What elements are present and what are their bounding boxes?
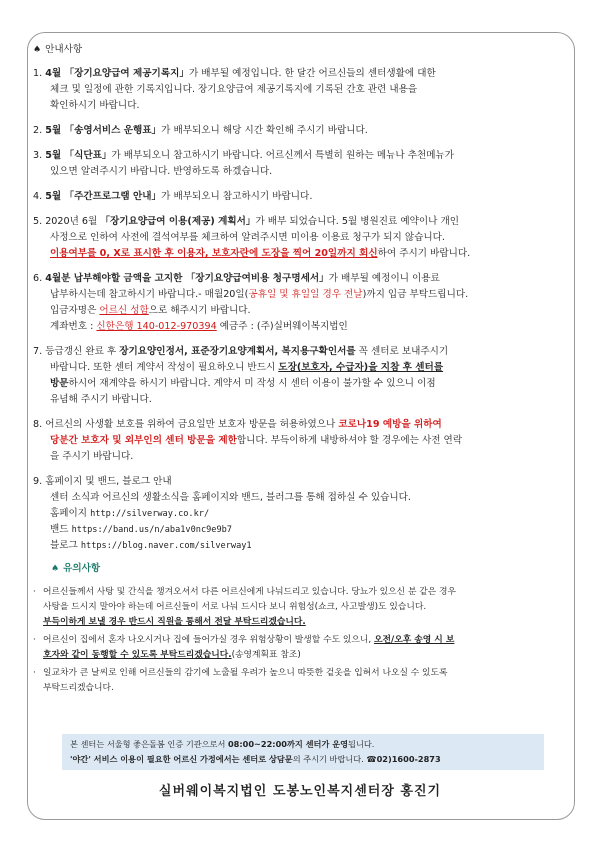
text-run: 08:00~22:00까지 센터가 운영 (227, 739, 349, 749)
text-run: https://blog.naver.com/silverway1 (80, 541, 252, 551)
notice-line (33, 538, 568, 554)
text-run: 코로나19 예방을 위하여 (338, 419, 442, 430)
text-run: 사정으로 인하여 사전에 결석여부를 체크하여 알려주시면 미이용 이용료 청구가 되지 않습니다. (50, 232, 445, 243)
note-box (62, 734, 544, 770)
notice-item (33, 474, 568, 554)
notice-item (33, 417, 568, 465)
notice-line (33, 230, 568, 246)
signature-footer: 실버웨이복지법인 도봉노인복지센터장 홍진기 (158, 784, 442, 799)
diamond-icon: ♠ (33, 45, 42, 55)
caution-item (33, 633, 568, 663)
text-run: 가 배부되오니 해당 시간 확인해 주시기 바랍니다. (161, 125, 368, 136)
text-run: 이용여부를 0, X로 표시한 후 이용자, 보호자란에 도장을 찍어 20일까지 회신 (50, 248, 378, 259)
text-run: 1. (33, 68, 46, 79)
text-run: 오전/오후 송영 시 보 (373, 635, 455, 645)
cautions-list (33, 585, 568, 696)
text-run: 확인하시기 바랍니다. (50, 100, 140, 111)
text-run: 가 배부되오니 참고하시기 바랍니다. 어르신께서 특별히 원하는 메뉴나 추천메뉴가 (111, 150, 455, 161)
notice-header: ♠ 안내사항 (33, 44, 83, 55)
text-run: 을 주시기 바랍니다. (50, 451, 134, 462)
notice-item (33, 271, 568, 335)
notice-line (33, 287, 568, 303)
text-run: 블로그 (50, 540, 81, 551)
text-run: 4. (33, 191, 46, 202)
caution-line (33, 615, 568, 630)
text-run: 4월 「장기요양급여 제공기록지」 (45, 68, 189, 79)
notice-item (33, 189, 568, 205)
diamond-icon: ♠ (51, 564, 60, 574)
text-run: 꼭 센터로 보내주시기 (355, 346, 449, 357)
text-run: 밴드 (50, 524, 72, 535)
notice-line (33, 82, 568, 98)
notice-line (33, 303, 568, 319)
cautions-header: ♠ 유의사항 (51, 563, 101, 574)
text-run: 5월 「식단표」 (45, 150, 112, 161)
notice-line (33, 214, 568, 230)
text-run: 체크 및 일정에 관한 기록지입니다. 장기요양급여 제공기록지에 기록된 간호 관련 내용을 (50, 84, 418, 95)
notice-line (33, 164, 568, 180)
text-run: 하시어 재계약을 하시기 바랍니다. 계약서 미 작성 시 센터 이용이 불가할 수 있으니 이점 (68, 378, 436, 389)
text-run: 4월분 납부해야할 금액을 고지한 「장기요양급여비용 청구명세서」 (45, 273, 329, 284)
notice-line (33, 189, 568, 205)
text-run: 3. (33, 150, 46, 161)
notice-line (33, 417, 568, 433)
text-run: 사탕을 드시지 말아야 하는데 어르신들이 서로 나눠 드시다 보니 위험성(쇼크, 사고발생)도 있습니다. (43, 602, 427, 612)
text-run: 5월 「송영서비스 운행표」 (45, 125, 162, 136)
text-run: 어르신 성함 (99, 305, 149, 316)
text-run: 일교차가 큰 날씨로 인해 어르신들의 감기에 노출될 우려가 높으니 따뜻한 겉옷을 입혀서 나오실 수 있도록 (43, 668, 448, 678)
text-run: 부득이하게 보낼 경우 반드시 직원을 통해서 전달 부탁드리겠습니다. (43, 617, 306, 627)
text-run: 가 배부 되었습니다. 5월 병원진료 예약이나 개인 (255, 216, 460, 227)
text-run: 으로 해주시기 바랍니다. (148, 305, 251, 316)
notice-line (33, 449, 568, 465)
notice-line (33, 360, 568, 376)
notice-line (33, 66, 568, 82)
text-run: '야간' 서비스 이용이 필요한 어르신 가정에서는 센터로 상담문 (70, 754, 293, 764)
notice-items (33, 66, 568, 554)
notice-line (33, 376, 568, 392)
text-run: 합니다. 부득이하게 내방하셔야 할 경우에는 사전 연락 (236, 435, 463, 446)
text-run: 8. 어르신의 사생활 보호를 위하여 금요일만 보호자 방문을 허용하였으나 (33, 419, 339, 430)
text-run: 방문 (50, 378, 69, 389)
text-run: 7. 등급갱신 완료 후 (33, 346, 120, 357)
text-run: (송영계획표 참조) (231, 650, 301, 660)
notice-line (33, 490, 568, 506)
text-run: 예금주 : (주)실버웨이복지법인 (216, 321, 348, 332)
text-run: ☎02)1600-2873 (366, 754, 441, 764)
caution-line (33, 666, 568, 681)
text-run: 입금자명은 (50, 305, 100, 316)
text-run: 「장기요양급여 이용(제공) 계획서」 (100, 216, 256, 227)
caution-line (33, 585, 568, 600)
text-run: 도장(보호자, 수급자)을 지참 후 센터를 (278, 362, 444, 373)
caution-line (33, 633, 568, 648)
caution-line (33, 648, 568, 663)
notice-line (33, 246, 568, 262)
notice-line (33, 123, 568, 139)
caution-line (33, 681, 568, 696)
text-run: 센터 소식과 어르신의 생활소식을 홈페이지와 밴드, 블러그를 통해 접하실 수 있습니다. (50, 492, 411, 503)
notice-line (33, 506, 568, 522)
text-run: 바랍니다. 또한 센터 계약서 작성이 필요하오니 반드시 (50, 362, 279, 373)
notice-line (33, 148, 568, 164)
text-run: 당분간 보호자 및 외부인의 센터 방문을 제한 (50, 435, 237, 446)
text-run: 계좌번호 : (50, 321, 97, 332)
text-run: 유념해 주시기 바랍니다. (50, 394, 152, 405)
caution-line (33, 600, 568, 615)
text-run: 가 배부될 예정이니 이용료 (328, 273, 440, 284)
notice-item (33, 148, 568, 180)
text-run: 호자와 같이 동행할 수 있도록 부탁드리겠습니다. (43, 650, 232, 660)
text-run: )까지 입금 부탁드립니다. (362, 289, 469, 300)
note-line (70, 737, 544, 752)
text-run: 6. (33, 273, 46, 284)
notice-line (33, 474, 568, 490)
notice-item (33, 66, 568, 114)
text-run: 어르신이 집에서 혼자 나오시거나 집에 들어가실 경우 위험상황이 발생할 수도 있으니, (43, 635, 374, 645)
caution-item (33, 585, 568, 630)
notice-content (33, 42, 568, 699)
bullet-icon: · (33, 668, 36, 678)
text-run: 가 배부될 예정입니다. 한 달간 어르신들의 센터생활에 대한 (188, 68, 436, 79)
notice-line (33, 392, 568, 408)
text-run: 가 배부되오니 참고하시기 바랍니다. (161, 191, 313, 202)
notice-line (33, 98, 568, 114)
caution-item (33, 666, 568, 696)
text-run: 9. 홈페이지 및 밴드, 블로그 안내 (33, 476, 172, 487)
text-run: 의 주시기 바랍니다. (292, 754, 367, 764)
text-run: 됩니다. (348, 739, 375, 749)
notice-item (33, 123, 568, 139)
notice-line (33, 344, 568, 360)
text-run: 5월 「주간프로그램 안내」 (45, 191, 162, 202)
text-run: http://silverway.co.kr/ (90, 509, 210, 519)
bullet-icon: · (33, 587, 36, 597)
text-run: 공휴일 및 휴일일 경우 전날 (248, 289, 363, 300)
text-run: 납부하시는데 참고하시기 바랍니다.- 매월20일( (50, 289, 249, 300)
text-run: 부탁드리겠습니다. (43, 683, 114, 693)
text-run: 하여 주시기 바랍니다. (377, 248, 471, 259)
text-run: 신한은행 140-012-970394 (96, 321, 217, 332)
text-run: 5. 2020년 6월 (33, 216, 101, 227)
notice-line (33, 271, 568, 287)
text-run: 장기요양인정서, 표준장기요양계획서, 복지용구확인서를 (119, 346, 356, 357)
bullet-icon: · (33, 635, 36, 645)
text-run: 2. (33, 125, 46, 136)
text-run: https://band.us/n/aba1v0nc9e9b7 (71, 525, 232, 535)
notice-line (33, 522, 568, 538)
text-run: 본 센터는 서울형 좋은돌봄 인증 기관으로서 (70, 739, 228, 749)
notice-line (33, 433, 568, 449)
text-run: 어르신들께서 사탕 및 간식을 챙겨오셔서 다른 어르신에게 나눠드리고 있습니다. 당뇨가 있으신 분 같은 경우 (43, 587, 457, 597)
text-run: 있으면 알려주시기 바랍니다. 반영하도록 하겠습니다. (50, 166, 273, 177)
notice-line (33, 319, 568, 335)
notice-item (33, 214, 568, 262)
note-line (70, 752, 544, 767)
notice-item (33, 344, 568, 408)
text-run: 홈페이지 (50, 508, 91, 519)
